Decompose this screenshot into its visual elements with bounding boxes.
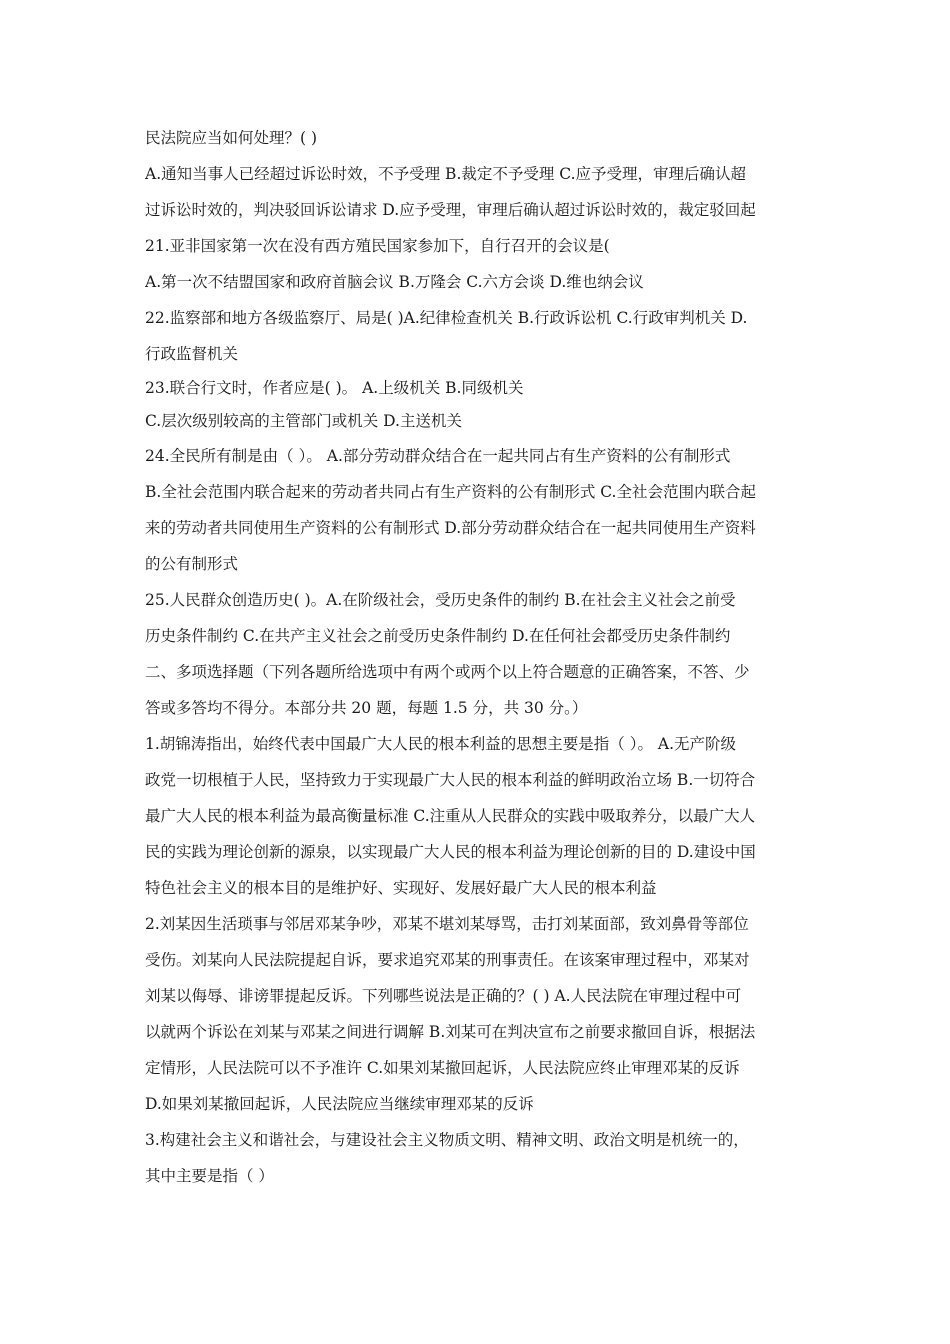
text-line: 22.监察部和地方各级监察厅、局是( )A.纪律检查机关 B.行政诉讼机 C.行政审判机关 D. <box>145 309 748 327</box>
text-line: 二、多项选择题（下列各题所给选项中有两个或两个以上符合题意的正确答案，不答、少 <box>145 663 750 681</box>
text-line: 刘某以侮辱、诽谤罪提起反诉。下列哪些说法是正确的？( ) A.人民法院在审理过程中可 <box>145 987 742 1005</box>
text-line: 特色社会主义的根本目的是维护好、实现好、发展好最广大人民的根本利益 <box>145 879 657 897</box>
text-line: 定情形，人民法院可以不予准许 C.如果刘某撤回起诉，人民法院应终止审理邓某的反诉 <box>145 1059 740 1077</box>
text-line: 受伤。刘某向人民法院提起自诉，要求追究邓某的刑事责任。在该案审理过程中，邓某对 <box>145 951 750 969</box>
text-line: A.第一次不结盟国家和政府首脑会议 B.万隆会 C.六方会谈 D.维也纳会议 <box>145 273 644 291</box>
text-line: 政党一切根植于人民，坚持致力于实现最广大人民的根本利益的鲜明政治立场 B.一切符合 <box>145 771 756 789</box>
text-line: 3.构建社会主义和谐社会，与建设社会主义物质文明、精神文明、政治文明是机统一的， <box>145 1131 749 1149</box>
text-line: 民的实践为理论创新的源泉，以实现最广大人民的根本利益为理论创新的目的 D.建设中国 <box>145 843 756 861</box>
text-line: 行政监督机关 <box>145 345 239 363</box>
text-line: A.通知当事人已经超过诉讼时效，不予受理 B.裁定不予受理 C.应予受理，审理后确认超 <box>145 165 747 183</box>
text-line: 历史条件制约 C.在共产主义社会之前受历史条件制约 D.在任何社会都受历史条件制约 <box>145 627 731 645</box>
text-line: B.全社会范围内联合起来的劳动者共同占有生产资料的公有制形式 C.全社会范围内联合起 <box>145 483 756 501</box>
text-line: C.层次级别较高的主管部门或机关 D.主送机关 <box>145 412 462 430</box>
text-line: 最广大人民的根本利益为最高衡量标准 C.注重从人民群众的实践中吸取养分，以最广大人 <box>145 807 756 825</box>
text-line: 答或多答均不得分。本部分共 20 题，每题 1.5 分，共 30 分。） <box>145 699 588 717</box>
text-line: 21.亚非国家第一次在没有西方殖民国家参加下，自行召开的会议是( <box>145 237 610 255</box>
text-line: 25.人民群众创造历史( )。A.在阶级社会，受历史条件的制约 B.在社会主义社会之前受 <box>145 591 736 609</box>
text-line: 的公有制形式 <box>145 555 239 573</box>
text-line: 其中主要是指（ ） <box>145 1167 274 1185</box>
text-line: 24.全民所有制是由（ ）。 A.部分劳动群众结合在一起共同占有生产资料的公有制形式 <box>145 447 731 465</box>
text-line: D.如果刘某撤回起诉，人民法院应当继续审理邓某的反诉 <box>145 1095 534 1113</box>
text-line: 过诉讼时效的，判决驳回诉讼请求 D.应予受理，审理后确认超过诉讼时效的，裁定驳回起 <box>145 201 756 219</box>
text-line: 2.刘某因生活琐事与邻居邓某争吵，邓某不堪刘某辱骂，击打刘某面部，致刘鼻骨等部位 <box>145 915 749 933</box>
text-line: 来的劳动者共同使用生产资料的公有制形式 D.部分劳动群众结合在一起共同使用生产资料 <box>145 519 756 537</box>
text-line: 1.胡锦涛指出，始终代表中国最广大人民的根本利益的思想主要是指（ ）。 A.无产阶级 <box>145 735 737 753</box>
document-body <box>145 120 813 1194</box>
text-line: 民法院应当如何处理？( ) <box>145 129 318 147</box>
text-line: 23.联合行文时，作者应是( )。 A.上级机关 B.同级机关 <box>145 379 524 397</box>
text-line: 以就两个诉讼在刘某与邓某之间进行调解 B.刘某可在判决宣布之前要求撤回自诉，根据法 <box>145 1023 756 1041</box>
